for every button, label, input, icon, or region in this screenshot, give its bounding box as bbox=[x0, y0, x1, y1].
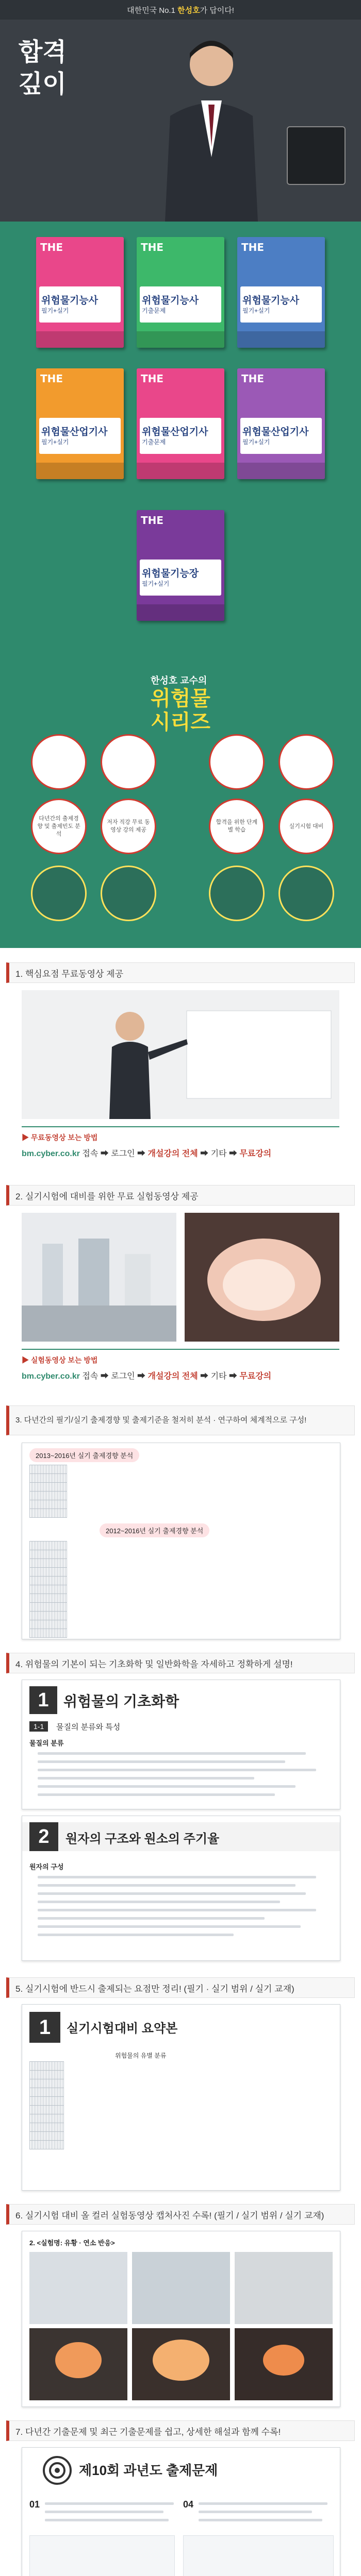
series-feature-circle bbox=[278, 734, 334, 790]
section2-howto-title: ▶ 실험동영상 보는 방법 bbox=[22, 1356, 98, 1364]
book-subtitle: 필기+실기 bbox=[242, 438, 270, 446]
book-cover[interactable] bbox=[237, 368, 325, 479]
book-subtitle: 필기+실기 bbox=[41, 438, 69, 446]
section2-howto bbox=[22, 1349, 339, 1381]
book-subtitle: 필기+실기 bbox=[242, 307, 270, 314]
experiment-label: 2. <실험명: 유황 · 연소 반응> bbox=[29, 2239, 115, 2247]
section1-heading: 1. 핵심요점 무료동영상 제공 bbox=[6, 962, 355, 983]
book-title: 위험물기능사 bbox=[142, 295, 199, 306]
hero-top-strip bbox=[0, 0, 361, 20]
book-cover[interactable] bbox=[137, 368, 224, 479]
experiment-photo-grid bbox=[29, 2252, 333, 2400]
book-subtitle: 기출문제 bbox=[142, 307, 166, 314]
hero-headline-line2: 깊이 bbox=[19, 70, 67, 98]
series-label: 한성호 교수의 bbox=[151, 675, 207, 686]
book-cover[interactable] bbox=[237, 237, 325, 348]
chemistry-page-2 bbox=[22, 1816, 340, 1961]
book-brand: THE bbox=[141, 372, 164, 385]
book-cover[interactable] bbox=[137, 510, 224, 621]
chapter2-number: 2 bbox=[29, 1822, 58, 1851]
exam1-title: 제10회 과년도 출제문제 bbox=[79, 2463, 218, 2478]
section-past-exams bbox=[0, 2416, 361, 2576]
book-subtitle: 기출문제 bbox=[142, 438, 166, 446]
section2-url-link[interactable]: bm.cyber.co.kr bbox=[22, 1372, 80, 1381]
series-feature-circle bbox=[101, 734, 156, 790]
trend-pill-2: 2012~2016년 실기 출제경향 분석 bbox=[100, 1523, 209, 1537]
professor-photo bbox=[155, 28, 268, 222]
chapter2-title: 원자의 구조와 원소의 주기율 bbox=[65, 1832, 220, 1846]
series-feature-circle: 실기시험 대비 bbox=[278, 799, 334, 854]
section2-step5: 무료강의 bbox=[239, 1372, 272, 1381]
experiment-photo bbox=[22, 1213, 339, 1342]
section1-howto-title: ▶ 무료동영상 보는 방법 bbox=[22, 1133, 98, 1142]
summary-chapter-number: 1 bbox=[29, 2012, 60, 2043]
chapter1-number: 1 bbox=[29, 1686, 57, 1714]
section1-howto-steps: bm.cyber.co.kr 접속 ➡ 로그인 ➡ 개설강의 전체 ➡ 기타 ➡ 무료강의 bbox=[22, 1149, 272, 1158]
section2-step3: 개설강의 전체 bbox=[147, 1372, 198, 1381]
section5-heading: 5. 실기시험에 반드시 출제되는 요점만 정리! (필기 · 실기 범위 / 실기 교재) bbox=[6, 1977, 355, 1998]
target-icon bbox=[43, 2456, 72, 2485]
series-feature-circle bbox=[209, 866, 265, 921]
hero-banner bbox=[0, 0, 361, 222]
chemistry-page-1 bbox=[22, 1680, 340, 1809]
book-cover[interactable] bbox=[36, 368, 124, 479]
trend-pill-1: 2013~2016년 실기 출제경향 분석 bbox=[29, 1448, 139, 1462]
section1-step3: 개설강의 전체 bbox=[147, 1149, 198, 1158]
section7-heading: 7. 다년간 기출문제 및 최근 기출문제를 쉽고, 상세한 해설과 함께 수록! bbox=[6, 2420, 355, 2441]
book-brand: THE bbox=[40, 241, 63, 253]
hero-badge bbox=[287, 126, 346, 185]
book-title: 위험물기능장 bbox=[142, 568, 199, 579]
section1-step2: 로그인 bbox=[111, 1149, 135, 1158]
section-basic-chemistry bbox=[0, 1649, 361, 1968]
series-feature-circle: 저자 직강 무료 동영상 강의 제공 bbox=[101, 799, 156, 854]
series-feature-circle: 다년간의 출제경향 및 출제빈도 분석 bbox=[31, 799, 87, 854]
book-brand: THE bbox=[241, 372, 265, 385]
exam1-q2-number: 04 bbox=[183, 2499, 194, 2510]
section6-heading: 6. 실기시험 대비 올 컬러 실험동영상 캡처사진 수록! (필기 / 실기 범위 / 실기 교재) bbox=[6, 2204, 355, 2225]
book-cover[interactable] bbox=[36, 237, 124, 348]
section-experiment-video bbox=[0, 1180, 361, 1401]
hero-headline bbox=[19, 36, 67, 100]
exam1-q1-number: 01 bbox=[29, 2499, 40, 2510]
series-feature-circle: 합격을 위한 단계별 학습 bbox=[209, 799, 265, 854]
series-feature-circle bbox=[31, 734, 87, 790]
exam-page-1 bbox=[22, 2447, 340, 2576]
section2-step2: 로그인 bbox=[111, 1372, 135, 1381]
section-trend-analysis bbox=[0, 1401, 361, 1643]
book-brand: THE bbox=[40, 372, 63, 385]
hero-strip-prefix: 대한민국 No.1 bbox=[127, 6, 175, 15]
summary-page bbox=[22, 2004, 340, 2191]
series-intro bbox=[0, 667, 361, 948]
sub1-number: 1-1 bbox=[29, 1721, 48, 1732]
series-title bbox=[151, 673, 210, 734]
section-free-video bbox=[0, 953, 361, 1175]
section3-heading: 3. 다년간의 필기/실기 출제경향 및 출제기준을 철저히 분석 · 연구하여 체계적으로 구성! bbox=[6, 1405, 355, 1435]
series-title-line2: 시리즈 bbox=[151, 711, 210, 734]
summary-table-caption: 위험물의 유별 분류 bbox=[115, 2052, 167, 2059]
book-subtitle: 필기+실기 bbox=[142, 580, 170, 587]
section2-step4: 기타 bbox=[210, 1372, 227, 1381]
section1-step1: 접속 bbox=[82, 1149, 99, 1158]
book-cover[interactable] bbox=[137, 237, 224, 348]
book-title: 위험물기능사 bbox=[41, 295, 99, 306]
book-brand: THE bbox=[141, 514, 164, 527]
series-feature-circle bbox=[31, 866, 87, 921]
book-lineup bbox=[0, 222, 361, 667]
section-color-photos bbox=[0, 2200, 361, 2411]
section-summary bbox=[0, 1973, 361, 2195]
series-feature-circle bbox=[209, 734, 265, 790]
series-title-line1: 위험물 bbox=[151, 687, 210, 710]
series-feature-circle bbox=[278, 866, 334, 921]
hero-headline-line1: 합격 bbox=[19, 38, 67, 66]
sub1-title: 물질의 분류와 특성 bbox=[56, 1723, 121, 1732]
book-title: 위험물산업기사 bbox=[142, 427, 208, 437]
book-subtitle: 필기+실기 bbox=[41, 307, 69, 314]
book-brand: THE bbox=[241, 241, 265, 253]
section1-howto bbox=[22, 1126, 339, 1159]
section2-heading: 2. 실기시험에 대비를 위한 무료 실험동영상 제공 bbox=[6, 1185, 355, 1206]
section1-url-link[interactable]: bm.cyber.co.kr bbox=[22, 1149, 80, 1158]
experiment-captures bbox=[22, 2231, 340, 2407]
summary-chapter-title: 실기시험대비 요약본 bbox=[67, 2022, 178, 2036]
lecture-photo bbox=[22, 990, 339, 1119]
book-title: 위험물기능사 bbox=[242, 295, 300, 306]
series-feature-circle bbox=[101, 866, 156, 921]
section4-heading: 4. 위험물의 기본이 되는 기초화학 및 일반화학을 자세하고 정확하게 설명! bbox=[6, 1653, 355, 1673]
book-title: 위험물산업기사 bbox=[242, 427, 309, 437]
section2-step1: 접속 bbox=[82, 1372, 99, 1381]
hero-strip-suffix: 가 답이다! bbox=[200, 6, 234, 15]
item2-title: 원자의 구성 bbox=[29, 1863, 64, 1871]
item1-title: 물질의 분류 bbox=[29, 1739, 64, 1747]
hero-strip-name: 한성호 bbox=[177, 6, 200, 15]
chapter1-title: 위험물의 기초화학 bbox=[63, 1693, 179, 1709]
section1-step4: 기타 bbox=[210, 1149, 227, 1158]
book-brand: THE bbox=[141, 241, 164, 253]
book-title: 위험물산업기사 bbox=[41, 427, 108, 437]
trend-tables-document bbox=[22, 1443, 340, 1639]
section2-howto-steps: bm.cyber.co.kr 접속 ➡ 로그인 ➡ 개설강의 전체 ➡ 기타 ➡ 무료강의 bbox=[22, 1372, 272, 1381]
section1-step5: 무료강의 bbox=[239, 1149, 272, 1158]
